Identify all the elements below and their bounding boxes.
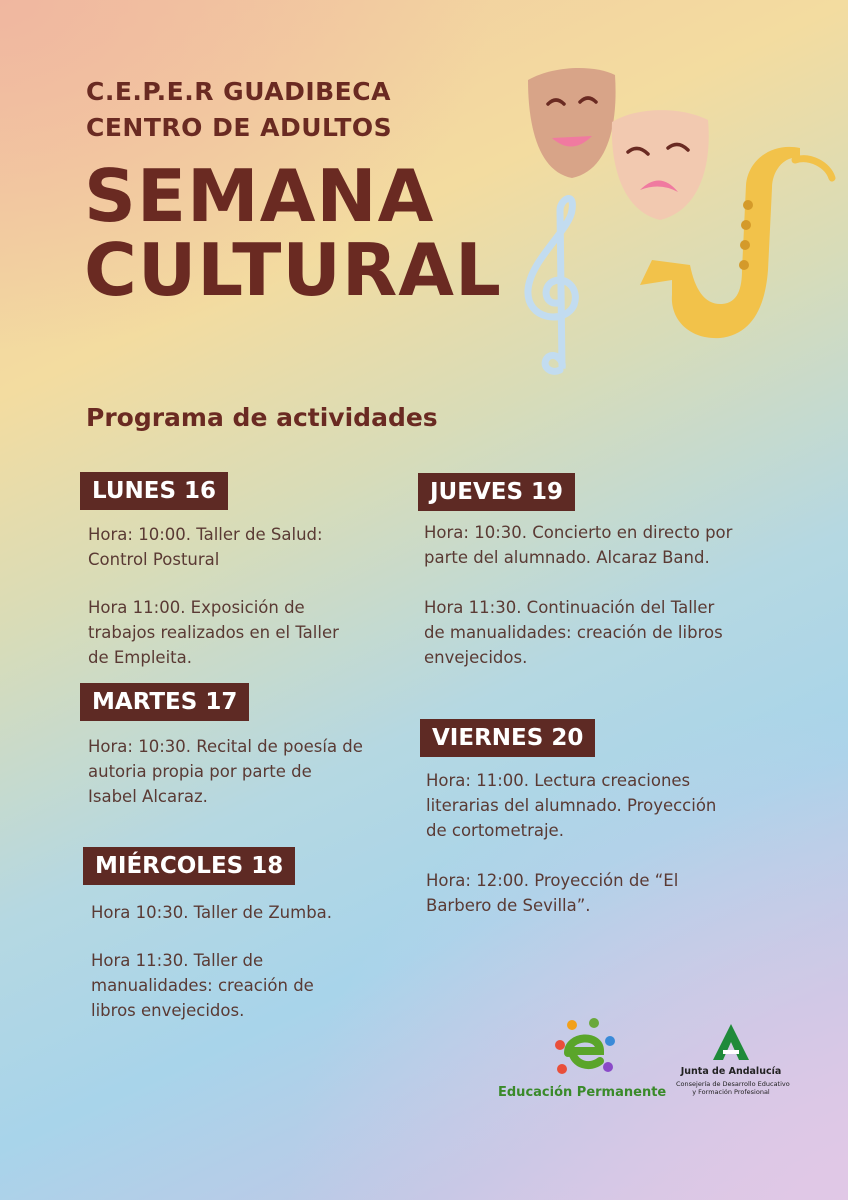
- miercoles-activity-2: Hora 11:30. Taller de manualidades: creación de libros envejecidos.: [91, 951, 314, 1020]
- happy-mask-icon: [528, 68, 616, 178]
- day-label-lunes: LUNES 16: [80, 472, 228, 510]
- junta-andalucia-sub1: Consejería de Desarrollo Educativo: [676, 1080, 790, 1088]
- martes-activity-1: Hora: 10:30. Recital de poesía de autoria propia por parte de Isabel Alcaraz.: [88, 737, 363, 806]
- program-subtitle: Programa de actividades: [86, 403, 438, 432]
- junta-andalucia-title: Junta de Andalucía: [680, 1066, 782, 1077]
- viernes-activity-1: Hora: 11:00. Lectura creaciones literarias del alumnado. Proyección de cortometraje.: [426, 771, 717, 840]
- educacion-permanente-icon: [550, 1015, 620, 1085]
- educacion-permanente-text: Educación Permanente: [498, 1085, 667, 1100]
- day-label-jueves: JUEVES 19: [418, 473, 575, 511]
- school-name-line1: C.E.P.E.R GUADIBECA: [86, 77, 391, 106]
- junta-andalucia-sub2: y Formación Profesional: [692, 1088, 770, 1096]
- page-title-line2: CULTURAL: [84, 228, 502, 312]
- educacion-permanente-logo: [498, 1015, 668, 1105]
- junta-andalucia-icon: [711, 1022, 751, 1062]
- jueves-activity-1: Hora: 10:30. Concierto en directo por parte del alumnado. Alcaraz Band.: [424, 523, 733, 567]
- treble-clef-icon: [528, 198, 575, 371]
- culture-illustration: [510, 60, 840, 380]
- junta-andalucia-logo: [676, 1022, 790, 1122]
- jueves-activity-2: Hora 11:30. Continuación del Taller de manualidades: creación de libros envejecidos.: [424, 598, 723, 667]
- page-title-line1: SEMANA: [84, 154, 435, 238]
- day-label-viernes: VIERNES 20: [420, 719, 595, 757]
- lunes-activity-2: Hora 11:00. Exposición de trabajos realizados en el Taller de Empleita.: [88, 598, 339, 667]
- day-label-miercoles: MIÉRCOLES 18: [83, 847, 295, 885]
- school-name-line2: CENTRO DE ADULTOS: [86, 113, 393, 142]
- day-label-martes: MARTES 17: [80, 683, 249, 721]
- lunes-activity-1: Hora: 10:00. Taller de Salud: Control Postural: [88, 525, 323, 569]
- sad-mask-icon: [612, 110, 709, 220]
- viernes-activity-2: Hora: 12:00. Proyección de “El Barbero de Sevilla”.: [426, 871, 679, 915]
- miercoles-activity-1: Hora 10:30. Taller de Zumba.: [91, 903, 333, 922]
